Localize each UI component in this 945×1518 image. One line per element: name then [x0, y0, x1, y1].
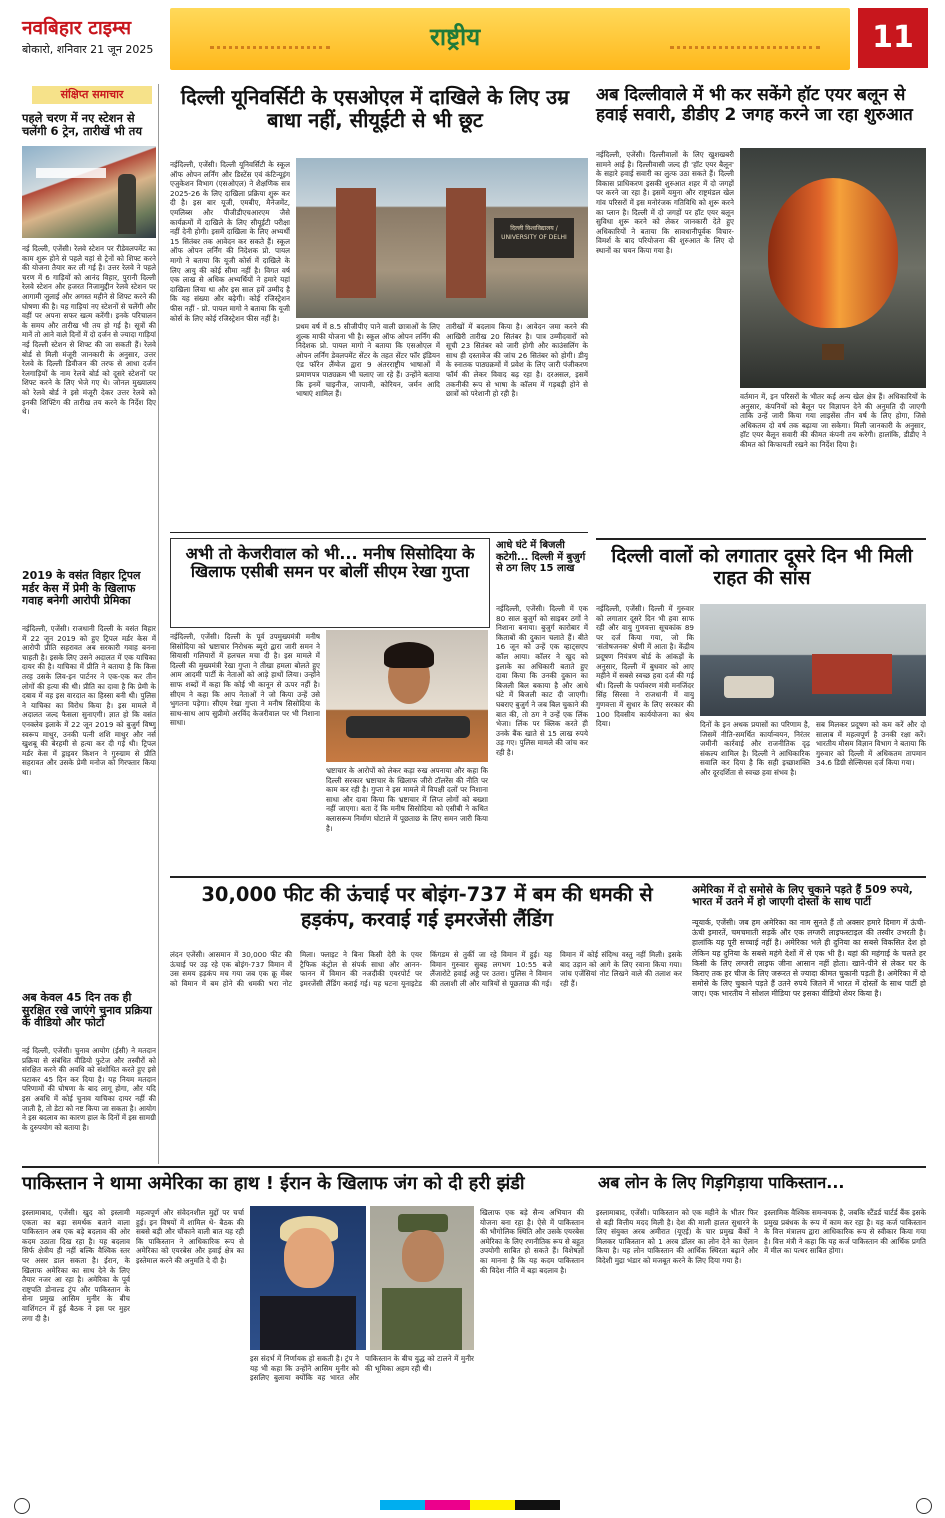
brief-column — [22, 84, 159, 1164]
loan-body-2: इस्लामिक वैश्विक समन्वयक है, जबकि स्टैंडर्ड चार्टर्ड बैंक इसके प्रमुख प्रबंधक के रूप में काम कर रहा है। यह कर्ज पाकिस्तान के वित्त मंत्रालय द्वारा आधिकारिक रूप से स्वीकार किया गया है। वित्त मंत्री ने कहा कि यह कर्ज पाकिस्तान की आर्थिक प्रगति में मील का पत्थर साबित होगा। — [764, 1208, 926, 1256]
ornament-right — [670, 28, 820, 49]
divider-du — [170, 532, 588, 533]
reg-mark-right — [916, 1498, 932, 1514]
pakistan-body-1: इस्लामाबाद, एजेंसी। खुद को इस्लामी एकता का बड़ा समर्थक बताने वाला पाकिस्तान अब एक बड़े बदलाव की ओर कदम उठाता दिख रहा है। यह बदलाव सिर्फ क्षेत्रीय ही नहीं बल्कि वैश्विक स्तर पर असर डाल सकता है। ईरान, के खिलाफ अमेरिका का साथ देने के लिए तैयार नजर आ रहा है। अमेरिका के पूर्व राष्ट्रपति डोनाल्ड ट्रंप और पाकिस्तान के सेना प्रमुख आसिम मुनीर के बीच वाशिंगटन में हुई बैठक ने इस पर मुहर लगा दी है। — [22, 1208, 130, 1323]
balloon-photo — [740, 148, 926, 388]
du-sign-board — [494, 218, 574, 258]
relief-body-3: सब मिलकर प्रदूषण को कम करें और दो सालाब में महत्वपूर्ण है उनकी रक्षा करें। भारतीय मौसम विज्ञान विभाग ने बताया कि गुरुवार को दिल्ली में अधिकतम तापमान 34.6 डिग्री सेल्सियस दर्ज किया गया। — [816, 720, 926, 768]
rail-body: नई दिल्ली, एजेंसी। रेलवे स्टेशन पर रीडेवलपमेंट का काम शुरू होने से पहले यहां से ट्रेनों को शिफ्ट करने की योजना तैयार कर ली गई है। उत्तर रेलवे ने पहले चरण में 6 गाड़ियों को आनंद विहार, पुरानी दिल्ली रेलवे स्टेशन और हजरत निजामुद्दीन रेलवे स्टेशन पर आगामी जुलाई और अगस्त महीने से शिफ्ट करने की घोषणा की है। यह गाड़ियां नए स्टेशनों से चलेंगी और वहीं पर अपना सफर खत्म करेंगी। इनके परिचालन के समय और तारीख भी तय हो गई है। सूत्रों की मानें तो आने वाले दिनों में दो दर्जन से ज्यादा गाड़ियां नई दिल्ली स्टेशन से शिफ्ट की जा सकती हैं। रेलवे बोर्ड से मिली मंजूरी जानकारी के अनुसार, उत्तर रेलवे के दिल्ली डिवीजन की तरफ से आधा दर्जन रेलगाड़ियों के नाम रेलवे बोर्ड को दूसरे स्टेशनों पर शिफ्ट करने के लिए भेजे गए थे। जोनल मुख्यालय को रेलवे बोर्ड ने इसे मंजूरी देकर उत्तर रेलवे को इनकी शिफ्टिंग की तारीख तय करने के निर्देश दिए थे। — [22, 244, 156, 417]
loan-headline: अब लोन के लिए गिड़गिड़ाया पाकिस्तान... — [598, 1173, 845, 1192]
kejriwal-headline-box — [170, 538, 490, 628]
bulb-body: नईदिल्ली, एजेंसी। दिल्ली में एक 80 साल बुजुर्ग को साइबर ठगों ने निशाना बनाया। बुजुर्ग कारोबार में किताबों की दुकान चलाते हैं। बीते 16 जून को उन्हें एक व्हाट्सएप कॉल आया। कॉलर ने खुद को इलाके का अधिकारी बताते हुए दावा किया कि उनकी दुकान का बिजली बिल बकाया है और आधे घंटे में बिजली काट दी जाएगी। घबराए बुजुर्ग ने जब बिल चुकाने की बात की, तो ठग ने उन्हें एक लिंक भेजा। लिंक पर क्लिक करते ही उनके बैंक खाते से 15 लाख रुपये उड़ गए। पुलिस मामले की जांच कर रही है। — [496, 604, 588, 757]
case-headline: 2019 के वसंत विहार ट्रिपल मर्डर केस में प्रेमी के खिलाफ गवाह बनेगी आरोपी प्रेमिका — [22, 569, 141, 608]
munir-face — [402, 1230, 444, 1282]
balloon-headline: अब दिल्लीवाले में भी कर सकेंगे हॉट एयर बलून से हवाई सवारी, डीडीए 2 जगह करने जा रहा शुरुआत — [596, 85, 913, 125]
du-body-2: प्रथम वर्ष में 8.5 सीजीपीए पाने वाली छात्राओं के लिए शुल्क माफी योजना भी है। स्कूल ऑफ ओपन लर्निंग की निदेशक प्रो. पायल मागो ने बताया कि एसओएल में ओपन लर्निंग डेवलपमेंट सेंटर के तहत सेंटर फॉर इंडियन एंड फॉरेन लैंग्वेज द्वारा 9 अंतरराष्ट्रीय भाषाओं में प्रमाणपत्र पाठ्यक्रम भी चलाए जा रहे हैं। उन्होंने बताया कि इनमें चाइनीज, जापानी, कोरियन, जर्मन आदि भाषाएं शामिल हैं। — [296, 322, 440, 399]
samosa-headline: अमेरिका में दो समोसे के लिए चुकाने पड़ते हैं 509 रुपये, भारत में उतने में हो जाएगी दोस्तों के साथ पार्टी — [692, 884, 913, 909]
relief-headline: दिल्ली वालों को लगातार दूसरे दिन भी मिली राहत की सांस — [611, 545, 913, 589]
samosa-body: न्यूयार्क, एजेंसी। जब हम अमेरिका का नाम सुनते हैं तो अक्सर हमारे दिमाग में ऊंची-ऊंची इमारतें, चमचमाती सड़कें और एक लग्जरी लाइफस्टाइल की तस्वीर उभरती है। हालांकि यह पूरी सच्चाई नहीं है। अमेरिका भले ही दुनिया का सबसे विकसित देश हो लेकिन यह दुनिया के सबसे महंगे देशों में से एक भी है। यहां की महंगाई के चलते हर किसी के लिए लग्जरी लाइफ जीना आसान नहीं होता। खाने-पीने से लेकर घर के किराए तक हर चीज के लिए जरूरत से ज्यादा कीमत चुकानी पड़ती है। अमेरिका में दो समोसे के लिए चुकाने पड़ते हैं उतने रुपये जितने में भारत में दोस्तों के साथ पार्टी हो जाए। एक भारतीय ने सोशल मीडिया पर इसका वीडियो शेयर किया है। — [692, 918, 926, 999]
pakistan-body-2: महत्वपूर्ण और संवेदनशील मुद्दों पर चर्चा हुई। इन विषयों में शामिल थे- बैठक की सबसे बड़ी और चौंकाने वाली बात यह रही कि पाकिस्तान ने आधिकारिक रूप से अमेरिका को एयरबेस और हवाई क्षेत्र का इस्तेमाल करने की अनुमति दे दी है। — [136, 1208, 244, 1265]
bulb-headline: आधे घंटे में बिजली कटेगी... दिल्ली में बुजुर्ग से ठग लिए 15 लाख — [496, 540, 586, 574]
kejriwal-headline: अभी तो केजरीवाल को भी... मनीष सिसोदिया के खिलाफ एसीबी समन पर बोलीं सीएम रेखा गुप्ता — [185, 544, 475, 582]
divider-balloon — [596, 538, 926, 540]
divider-mid — [170, 876, 926, 878]
trump-face — [284, 1228, 334, 1288]
munir-photo — [370, 1206, 474, 1350]
election-body: नई दिल्ली, एजेंसी। चुनाव आयोग (ईसी) ने मतदान प्रक्रिया से संबंधित वीडियो फुटेज और तस्वीरों को संरक्षित करने की अवधि को संशोधित करते हुए इसे घटाकर 45 दिन कर दिया है। यह नियम मतदान परिणामों की घोषणा के बाद लागू होगा, और यदि इस अवधि में कोई चुनाव याचिका दायर नहीं की जाती है, तो डेटा को नष्ट किया जा सकता है। आयोग ने इस बदलाव का कारण हाल के दिनों में इस सामग्री के दुरुपयोग को बताया है। — [22, 1046, 156, 1132]
gate-pillar-left — [336, 188, 376, 298]
section-banner — [170, 8, 850, 70]
cm-photo — [326, 630, 488, 762]
relief-body-1: नईदिल्ली, एजेंसी। दिल्ली में गुरुवार को लगातार दूसरे दिन भी हवा साफ रही और वायु गुणवत्ता सूचकांक 89 पर दर्ज किया गया, जो कि 'संतोषजनक' श्रेणी में आता है। केंद्रीय प्रदूषण नियंत्रण बोर्ड के आंकड़ों के अनुसार, दिल्ली में बुधवार को आए महीने में सबसे स्वच्छ हवा दर्ज की गई थी। दिल्ली के पर्यावरण मंत्री मनजिंदर सिंह सिरसा ने राजधानी में वायु गुणवत्ता में सुधार के लिए सरकार की 100 दिवसीय कार्ययोजना का श्रेय दिया। — [596, 604, 694, 729]
du-body-3: तारीखों में बदलाव किया है। आवेदन जमा करने की आखिरी तारीख 20 सितंबर है। पात्र उम्मीदवारों को सूची 23 सितंबर को जारी होगी और काउंसलिंग के साथ ही दस्तावेज की जांच 26 सितंबर को होगी। डीयू के स्नातक पाठ्यक्रमों में प्रवेश के लिए जारी पंजीकरण फॉर्म की लेकर विवाद बढ़ रहा है। दरअसल, इसमें तकनीकी रूप से भाषा के कॉलम में गड़बड़ी होने से छात्रों को परेशानी हो रही है। — [446, 322, 588, 399]
pakistan-body-3: इस संदर्भ में निर्णायक हो सकती है। ट्रंप ने यह भी कहा कि उन्होंने आसिम मुनीर को इसलिए बुलाया क्योंकि वह भारत और पाकिस्तान के बीच युद्ध को टालने में मुनीर की भूमिका अहम रही थी। — [250, 1354, 474, 1383]
ornament-left — [210, 28, 330, 49]
pakistan-body-4: खिलाफ एक बड़े सैन्य अभियान की योजना बना रहा है। ऐसे में पाकिस्तान की भौगोलिक स्थिति और उसके एयरबेस अमेरिका के लिए रणनीतिक रूप से बहुत उपयोगी साबित हो सकते हैं। विशेषज्ञों का मानना है कि यह कदम पाकिस्तान की विदेश नीति में बड़ा बदलाव है। — [480, 1208, 584, 1275]
traffic-photo — [700, 604, 926, 716]
page-number-box — [858, 8, 928, 68]
du-photo — [296, 158, 588, 318]
divider-bottom — [22, 1166, 926, 1168]
boeing-headline: 30,000 फीट की ऊंचाई पर बोइंग-737 में बम की धमकी से हड़कंप, करवाई गई इमरजेंसी लैंडिंग — [201, 883, 653, 932]
du-body-1: नईदिल्ली, एजेंसी। दिल्ली यूनिवर्सिटी के स्कूल ऑफ ओपन लर्निंग और डिस्टेंस एवं कंटिन्यूइंग एजुकेशन विभाग (एसओएल) ने शैक्षणिक सत्र 2025-26 के लिए दाखिला प्रक्रिया शुरू कर दी है। इस बार यूजी, एमबीए, मैनेजमेंट, एमलिब्स और पीजीडीएचआरएम जैसे कार्यक्रमों में दाखिले के लिए सीयूईटी परीक्षा नहीं देनी होगी। इसमें दाखिला के लिए अभ्यर्थी 15 सितंबर तक आवेदन कर सकते हैं। स्कूल ऑफ ओपन लर्निंग की निदेशक प्रो. पायल मागो ने बताया कि यूजी कोर्स में दाखिले के लिए आयु की कोई सीमा नहीं है। विगत वर्ष एक लाख से अधिक अभ्यर्थियों ने हमारे यहां दाखिला लिया था और इस साल हमें उम्मीद है कि यह संख्या और बढ़ेगी। कोई रजिस्ट्रेशन फीस नहीं - प्रो. पायल मागो ने बताया कि यूजी कोर्स के लिए कोई रजिस्ट्रेशन फीस नहीं है। — [170, 160, 290, 323]
bus-shape — [812, 654, 892, 694]
microphones — [346, 716, 470, 738]
pakistan-headline: पाकिस्तान ने थामा अमेरिका का हाथ ! ईरान के खिलाफ जंग को दी हरी झंडी — [22, 1173, 525, 1194]
station-photo — [22, 146, 156, 238]
guard-figure — [118, 174, 136, 234]
cm-hair — [384, 642, 434, 668]
election-headline: अब केवल 45 दिन तक ही सुरक्षित रखे जाएंगे चुनाव प्रक्रिया के वीडियो और फोटो — [22, 991, 152, 1030]
paper-name: नवबिहार टाइम्स — [22, 17, 132, 39]
kejriwal-body-2: भ्रष्टाचार के आरोपों को लेकर कड़ा रुख अपनाया और कहा कि दिल्ली सरकार भ्रष्टाचार के खिलाफ जीरो टॉलरेंस की नीति पर काम कर रही है। गुप्ता ने इस मामले में विपक्षी दलों पर निशाना साधा और दावा किया कि भ्रष्टाचार में लिप्त लोगों को बख्शा नहीं जाएगा। बता दें कि मनीष सिसोदिया को एसीबी ने कथित क्लासरूम निर्माण घोटाले में पूछताछ के लिए समन जारी किया है। — [326, 766, 488, 833]
section-title: राष्ट्रीय — [430, 23, 481, 51]
loan-body-1: इस्लामाबाद, एजेंसी। पाकिस्तान को एक महीने के भीतर फिर से बड़ी वित्तीय मदद मिली है। देश की माली हालत सुधारने के लिए संयुक्त अरब अमीरात (यूएई) के चार प्रमुख बैंकों ने मिलकर पाकिस्तान को 1 अरब डॉलर का लोन देने का ऐलान किया है। यह लोन पाकिस्तान की आर्थिक स्थिरता बढ़ाने और विदेशी मुद्रा भंडार को मजबूत करने के लिए दिया गया है। — [596, 1208, 758, 1265]
date-line: बोकारो, शनिवार 21 जून 2025 — [22, 43, 154, 56]
kejriwal-body-1: नईदिल्ली, एजेंसी। दिल्ली के पूर्व उपमुख्यमंत्री मनीष सिसोदिया को भ्रष्टाचार निरोधक ब्यूरो द्वारा जारी समन ने सियासी गलियारों में हलचल मचा दी है। इस मामले में दिल्ली की मुख्यमंत्री रेखा गुप्ता ने तीखा हमला बोलते हुए आम आदमी पार्टी के नेताओं को आड़े हाथों लिया। उन्होंने साफ शब्दों में कहा कि कोई भी कानून से ऊपर नहीं है। सीएम ने कहा कि आप नेताओं ने जो किया उन्हें उसे भुगतना पड़ेगा। सीएम रेखा गुप्ता ने मनीष सिसोदिया के साथ-साथ आप सुप्रीमो अरविंद केजरीवाल पर भी निशाना साधा। — [170, 632, 320, 728]
rail-headline: पहले चरण में नए स्टेशन से चलेंगी 6 ट्रेन, तारीखें भी तय — [22, 111, 143, 139]
du-headline: दिल्ली यूनिवर्सिटी के एसओएल में दाखिले के लिए उम्र बाधा नहीं, सीयूईटी से भी छूट — [180, 85, 570, 132]
balloon-basket — [822, 344, 844, 360]
page-number: 11 — [872, 20, 914, 55]
brief-label: संक्षिप्त समाचार — [32, 86, 152, 104]
balloon-body-1: नईदिल्ली, एजेंसी। दिल्लीवालों के लिए खुशखबरी सामने आई है। दिल्लीवासी जल्द ही 'हॉट एयर बैलून' के सहारे हवाई सवारी का लुत्फ उठा सकते हैं। दिल्ली विकास प्राधिकरण इसकी शुरुआत शहर में दो जगहों पर करने जा रहा है। इसमें यमुना और राष्ट्रमंडल खेल गांव परिसरों में इस मनोरंजक गतिविधि को शुरू करने का प्लान है। दिल्ली में दो जगहों पर हॉट एयर बलून सुविधा शुरू करने को लेकर जानकारी देते हुए अधिकारियों ने बताया कि सावधानीपूर्वक विचार-विमर्श के बाद परियोजना की शुरुआत के लिए दो स्थानों का चयन किया गया है। — [596, 150, 734, 255]
boeing-body: लंदन एजेंसी। आसमान में 30,000 फीट की ऊंचाई पर उड़ रहे एक बोइंग-737 विमान में उस समय हड़कंप मच गया जब एक क्रू मेंबर को विमान में बम होने की धमकी भरा नोट मिला। फ्लाइट ने बिना किसी देरी के एयर ट्रैफिक कंट्रोल से संपर्क साधा और आनन-फानन में विमान की नजदीकी एयरपोर्ट पर इमरजेंसी लैंडिंग कराई गई। यह घटना यूनाइटेड किंगडम से तुर्की जा रहे विमान में हुई। यह विमान गुरुवार सुबह लगभग 10:55 बजे लैंजारोटे हवाई अड्डे पर उतरा। पुलिस ने विमान की तलाशी ली और यात्रियों से पूछताछ की गई। विमान में कोई संदिग्ध वस्तु नहीं मिली। इसके बाद उड़ान को आगे के लिए रवाना किया गया। जांच एजेंसियां नोट लिखने वाले की तलाश कर रही हैं। — [170, 950, 682, 988]
reg-mark-left — [14, 1498, 30, 1514]
case-body: नईदिल्ली, एजेंसी। राजधानी दिल्ली के वसंत विहार में 22 जून 2019 को हुए ट्रिपल मर्डर केस में आरोपी प्रीति सहरावत अब सरकारी गवाह बनना चाहती है। इसके लिए उसने अदालत में एक याचिका दायर की है। याचिका में प्रीति ने बताया है कि किस तरह उसके लिव-इन पार्टनर ने एक-एक कर तीन लोगों की हत्या की थी। प्रीति का दावा है कि प्रेमी के दबाव में वह इस वारदात का हिस्सा बनी थी। पुलिस ने याचिका का विरोध किया है। इस मामले में अदालत जल्द फैसला सुनाएगी। ज्ञात हो कि वसंत एनक्लेव इलाके में 22 जून 2019 को बुजुर्ग विष्णु स्वरूप माथुर, उनकी पत्नी शशि माथुर और नर्स खुशबू की बेरहमी से हत्या कर दी गई थी। ट्रिपल मर्डर केस में ड्राइवर किशन ने गुरुग्राम से प्रीति सहरावत और उसके प्रेमी मनोज को गिरफ्तार किया था। — [22, 624, 156, 777]
balloon-body-2: वर्तमान में, इन परिसरों के भीतर कई अन्य खेल क्षेत्र हैं। अधिकारियों के अनुसार, कंपनियों को बैलून पर विज्ञापन देने की अनुमति दी जाएगी ताकि उन्हें जारी किया गया लाइसेंस तीन वर्ष के लिए होगा, जिसे अधिकतम दो वर्ष तक बढ़ाया जा सकेगा। मिली जानकारी के अनुसार, हॉट एयर बैलून सवारी की कीमत कंपनी तय करेगी। हालांकि, डीडीए ने कीमत को किफायती रखने का निर्देश दिया है। — [740, 392, 926, 449]
du-sign-text: दिल्ली विश्वविद्यालय / UNIVERSITY OF DELHI — [501, 225, 567, 241]
trump-photo — [250, 1206, 366, 1350]
munir-uniform — [382, 1288, 462, 1350]
color-bar — [380, 1500, 560, 1510]
masthead — [0, 0, 945, 82]
balloon-envelope — [768, 178, 898, 328]
gate-pillar-right — [446, 188, 486, 298]
trump-suit — [260, 1296, 356, 1350]
registration-marks — [0, 1494, 945, 1518]
relief-body-2: दिनों के इन अथक प्रयासों का परिणाम है, जिसमें नीति-समर्थित कार्यान्वयन, निरंतर जमीनी कार्रवाई और राजनीतिक दृढ़ संकल्प शामिल है। दिल्ली ने आधिकारिक सवालि कर दिया है कि सही इच्छाशक्ति और दूरदर्शिता से स्वच्छ हवा संभव है। — [700, 720, 810, 777]
station-sign — [36, 168, 106, 178]
car-shape — [724, 676, 774, 698]
